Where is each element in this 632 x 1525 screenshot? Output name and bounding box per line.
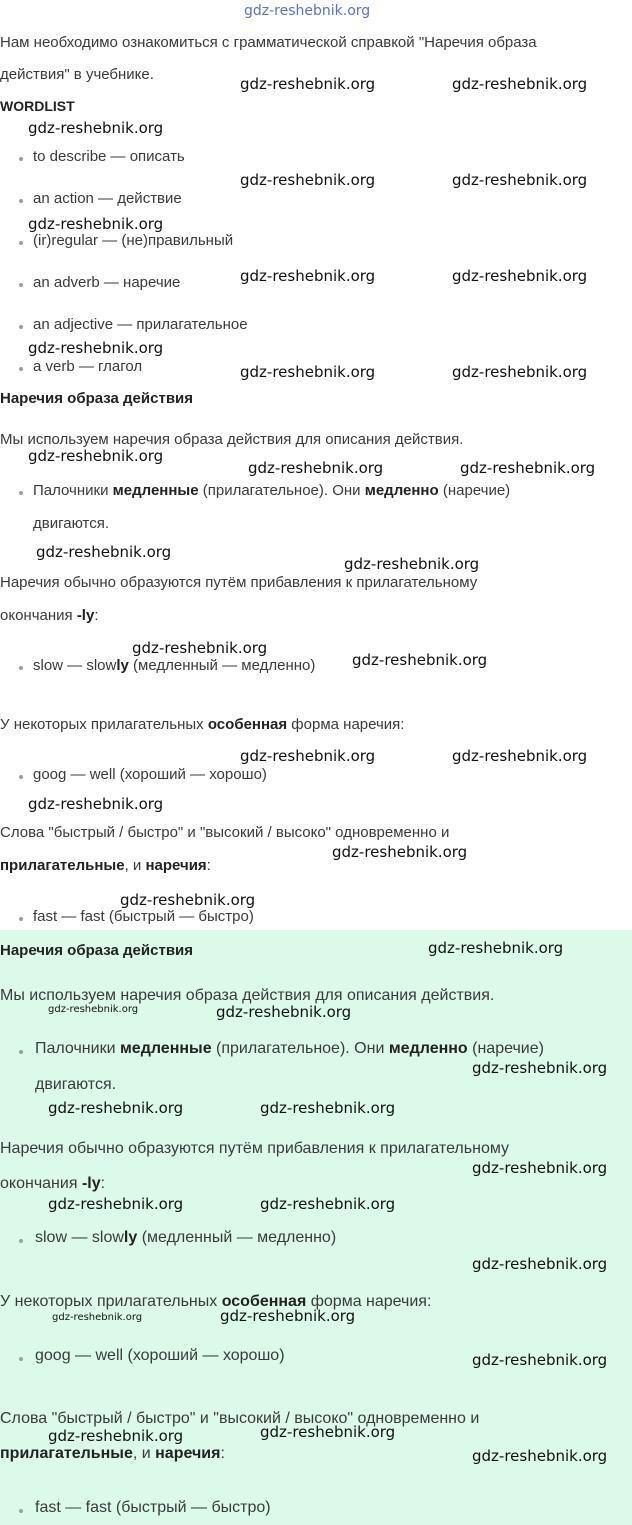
grammar-paragraph-4-line-1: Слова "быстрый / быстро" и "высокий / высоко" одновременно и [0, 824, 450, 841]
watermark: gdz-reshebnik.org [52, 1312, 143, 1323]
watermark: gdz-reshebnik.org [452, 267, 588, 285]
wordlist-item: an adverb — наречие [33, 274, 181, 291]
example-3-green: goog — well (хороший — хорошо) [35, 1347, 285, 1364]
wordlist-item: (ir)regular — (не)правильный [33, 232, 234, 249]
bullet-icon [19, 917, 23, 921]
watermark: gdz-reshebnik.org [260, 1195, 396, 1213]
watermark: gdz-reshebnik.org [240, 267, 376, 285]
watermark: gdz-reshebnik.org [472, 1351, 608, 1369]
watermark: gdz-reshebnik.org [260, 1423, 396, 1441]
grammar-paragraph-3: У некоторых прилагательных особенная форма наречия: [0, 716, 405, 733]
grammar-paragraph-4-line-1-green: Слова "быстрый / быстро" и "высокий / высоко" одновременно и [0, 1410, 480, 1427]
example-4-green: fast — fast (быстрый — быстро) [35, 1499, 271, 1516]
bullet-icon [19, 1239, 23, 1243]
watermark: gdz-reshebnik.org [36, 543, 172, 561]
watermark: gdz-reshebnik.org [48, 1099, 184, 1117]
watermark: gdz-reshebnik.org [452, 747, 588, 765]
grammar-paragraph-1: Мы используем наречия образа действия для описания действия. [0, 431, 464, 448]
bullet-icon [19, 1050, 23, 1054]
example-1-line-1: Палочники медленные (прилагательное). Они медленно (наречие) [33, 482, 511, 499]
watermark: gdz-reshebnik.org [28, 447, 164, 465]
bullet-icon [19, 367, 23, 371]
grammar-paragraph-2-line-2: окончания -ly: [0, 607, 99, 624]
watermark: gdz-reshebnik.org [48, 1004, 139, 1015]
watermark: gdz-reshebnik.org [472, 1447, 608, 1465]
watermark: gdz-reshebnik.org [120, 891, 256, 909]
wordlist-item: an action — действие [33, 190, 182, 207]
bullet-icon [19, 775, 23, 779]
wordlist-item: an adjective — прилагательное [33, 316, 248, 333]
example-3: goog — well (хороший — хорошо) [33, 766, 267, 783]
intro-line-2: действия" в учебнике. [0, 66, 154, 83]
example-2-green: slow — slowly (медленный — медленно) [35, 1229, 337, 1246]
watermark: gdz-reshebnik.org [220, 1307, 356, 1325]
watermark: gdz-reshebnik.org [48, 1195, 184, 1213]
watermark: gdz-reshebnik.org [28, 215, 164, 233]
watermark: gdz-reshebnik.org [216, 1003, 352, 1021]
watermark: gdz-reshebnik.org [28, 119, 164, 137]
wordlist-item: to describe — описать [33, 148, 185, 165]
wordlist-item: a verb — глагол [33, 358, 143, 375]
example-2: slow — slowly (медленный — медленно) [33, 657, 316, 674]
watermark: gdz-reshebnik.org [472, 1059, 608, 1077]
watermark: gdz-reshebnik.org [240, 747, 376, 765]
watermark: gdz-reshebnik.org [240, 363, 376, 381]
grammar-title-green: Наречия образа действия [0, 942, 194, 959]
watermark: gdz-reshebnik.org [452, 171, 588, 189]
watermark: gdz-reshebnik.org [132, 639, 268, 657]
watermark: gdz-reshebnik.org [428, 939, 564, 957]
bullet-icon [19, 1509, 23, 1513]
grammar-paragraph-2-line-1-green: Наречия обычно образуются путём прибавления к прилагательному [0, 1140, 510, 1157]
watermark: gdz-reshebnik.org [28, 339, 164, 357]
watermark: gdz-reshebnik.org [352, 651, 488, 669]
watermark: gdz-reshebnik.org [460, 459, 596, 477]
wordlist-title: WORDLIST [0, 98, 75, 114]
watermark: gdz-reshebnik.org [332, 843, 468, 861]
example-4: fast — fast (быстрый — быстро) [33, 908, 254, 925]
bullet-icon [19, 283, 23, 287]
watermark: gdz-reshebnik.org [452, 75, 588, 93]
bullet-icon [19, 241, 23, 245]
grammar-paragraph-2-line-1: Наречия обычно образуются путём прибавления к прилагательному [0, 574, 478, 591]
watermark: gdz-reshebnik.org [344, 555, 480, 573]
grammar-paragraph-1-green: Мы используем наречия образа действия для описания действия. [0, 987, 495, 1004]
grammar-paragraph-4-line-2-green: прилагательные, и наречия: [0, 1445, 225, 1462]
bullet-icon [19, 199, 23, 203]
watermark-top: gdz-reshebnik.org [244, 3, 371, 19]
example-1-line-2: двигаются. [33, 515, 109, 532]
watermark: gdz-reshebnik.org [452, 363, 588, 381]
grammar-paragraph-3-green: У некоторых прилагательных особенная форма наречия: [0, 1293, 432, 1310]
example-1-line-2-green: двигаются. [35, 1076, 117, 1093]
grammar-title: Наречия образа действия [0, 390, 194, 407]
watermark: gdz-reshebnik.org [28, 795, 164, 813]
bullet-icon [19, 325, 23, 329]
bullet-icon [19, 666, 23, 670]
example-1-line-1-green: Палочники медленные (прилагательное). Они медленно (наречие) [35, 1040, 544, 1057]
bullet-icon [19, 491, 23, 495]
watermark: gdz-reshebnik.org [260, 1099, 396, 1117]
bullet-icon [19, 157, 23, 161]
watermark: gdz-reshebnik.org [240, 75, 376, 93]
watermark: gdz-reshebnik.org [248, 459, 384, 477]
watermark: gdz-reshebnik.org [48, 1427, 184, 1445]
grammar-paragraph-4-line-2: прилагательные, и наречия: [0, 857, 211, 874]
grammar-paragraph-2-line-2-green: окончания -ly: [0, 1175, 106, 1192]
watermark: gdz-reshebnik.org [472, 1255, 608, 1273]
bullet-icon [19, 1357, 23, 1361]
watermark: gdz-reshebnik.org [472, 1159, 608, 1177]
intro-line-1: Нам необходимо ознакомиться с грамматической справкой "Наречия образа [0, 34, 537, 51]
watermark: gdz-reshebnik.org [240, 171, 376, 189]
